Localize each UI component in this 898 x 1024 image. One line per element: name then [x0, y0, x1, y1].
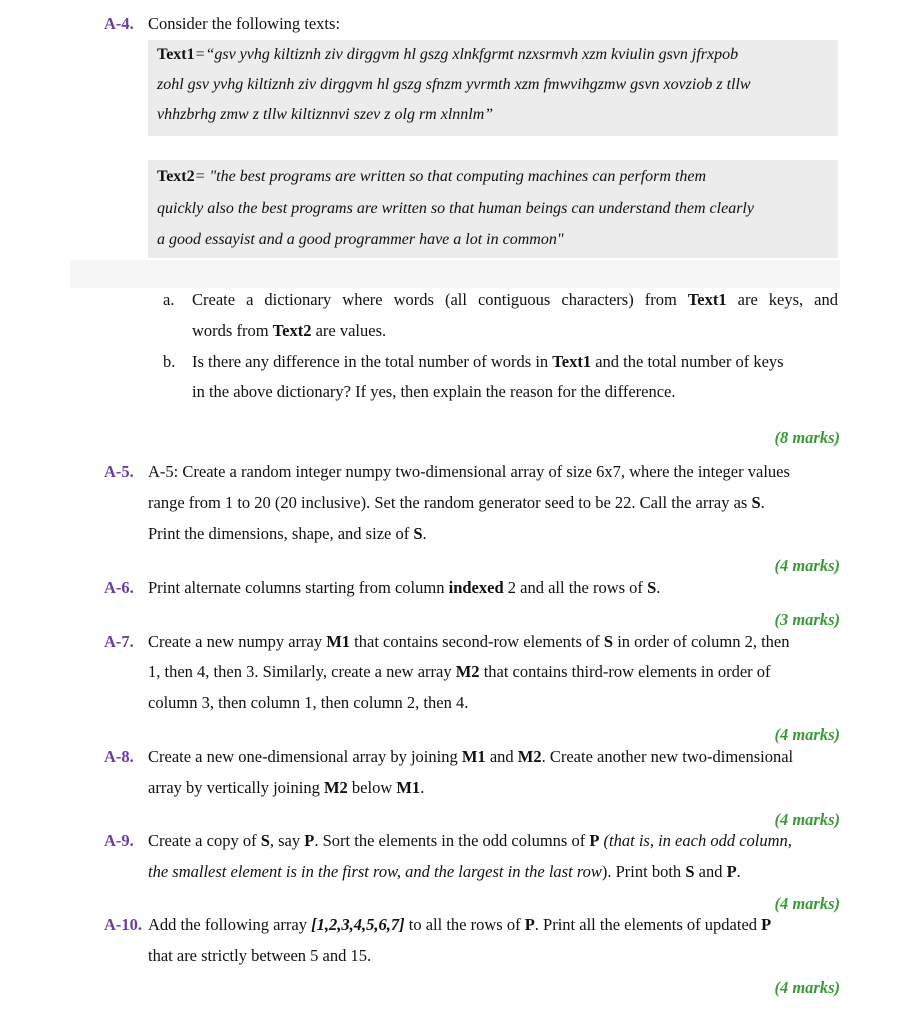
sub-a-text-4: are values. — [311, 321, 387, 340]
faint-background-band — [70, 260, 840, 288]
text2-line-3: a good essayist and a good programmer have a lot in common" — [157, 231, 564, 248]
a10-p-ref-2: P — [761, 915, 772, 934]
question-number-a5: A-5. — [104, 462, 134, 481]
text2-line-1 — [157, 168, 706, 186]
a7-text-2: that contains second-row elements of — [350, 632, 604, 651]
a9-p-ref-3: P — [726, 862, 737, 881]
a7-text-5: that contains third-row elements in order of — [479, 662, 771, 681]
a6-s-ref: S — [647, 578, 657, 597]
a9-text-5: the smallest element is in the first row, and the largest in the last row — [148, 862, 602, 881]
a7-text-3: in order of column 2, then — [613, 632, 790, 651]
a8-text-6: . — [420, 778, 425, 797]
question-a5-line-3 — [148, 524, 840, 544]
text2-line-2: quickly also the best programs are written so that human beings can understand them clearly — [157, 200, 754, 217]
question-number-a7: A-7. — [104, 632, 134, 651]
a8-m1-ref-2: M1 — [396, 778, 421, 797]
a7-m1-ref: M1 — [326, 632, 351, 651]
a7-text-4: 1, then 4, then 3. Similarly, create a new array — [148, 662, 456, 681]
sub-question-a-line-1 — [192, 290, 838, 310]
sub-a-text2-ref: Text2 — [272, 321, 312, 340]
a8-text-1: Create a new one-dimensional array by joining — [148, 747, 462, 766]
a8-text-3: . Create another new two-dimensional — [541, 747, 794, 766]
a10-text-2: to all the rows of — [404, 915, 525, 934]
a9-text-8: . — [736, 862, 741, 881]
a8-m2-ref-2: M2 — [323, 778, 348, 797]
a8-text-2: and — [485, 747, 518, 766]
sub-question-b-line-1 — [192, 352, 784, 372]
marks-a6: (3 marks) — [774, 610, 840, 629]
text2-box — [148, 160, 838, 258]
question-a10-line-1 — [148, 915, 840, 935]
question-number-a9: A-9. — [104, 831, 134, 850]
text1-line-1 — [157, 46, 738, 64]
text1-line-3: vhhzbrhg zmw z tllw kiltiznnvi szev z olg rm xlnnlm” — [157, 106, 494, 123]
text1-label: Text1 — [157, 46, 195, 63]
sub-question-b-line-2: in the above dictionary? If yes, then explain the reason for the difference. — [192, 382, 676, 401]
a6-text-1: Print alternate columns starting from column — [148, 578, 449, 597]
sub-question-a-line-2 — [192, 321, 386, 341]
a10-text-1: Add the following array — [148, 915, 312, 934]
question-a7-line-3: column 3, then column 1, then column 2, then 4. — [148, 693, 469, 712]
question-number-a6: A-6. — [104, 578, 134, 597]
a8-m1-ref: M1 — [461, 747, 486, 766]
question-number-a10: A-10. — [104, 915, 143, 934]
sub-question-b-label: b. — [163, 352, 176, 371]
a7-s-ref: S — [603, 632, 614, 651]
a9-text-7: and — [694, 862, 727, 881]
text1-line-1-text: =“gsv yvhg kiltiznh ziv dirggvm hl gszg xlnkfgrmt nzxsrmvh xzm kviulin gsvn jfrxpob — [194, 46, 739, 63]
question-a9-line-1 — [148, 831, 840, 851]
sub-a-text-2: are keys, and — [726, 290, 838, 309]
a6-indexed: indexed — [448, 578, 504, 597]
a9-s-ref-2: S — [685, 862, 695, 881]
text1-box — [148, 40, 838, 136]
marks-a9: (4 marks) — [774, 894, 840, 913]
a10-p-ref: P — [524, 915, 535, 934]
marks-a8: (4 marks) — [774, 810, 840, 829]
sub-a-text-1: Create a dictionary where words (all contiguous characters) from — [192, 290, 688, 309]
a5-text-3: Print the dimensions, shape, and size of — [148, 524, 414, 543]
sub-b-text-1: Is there any difference in the total number of words in — [192, 352, 553, 371]
a9-s-ref: S — [260, 831, 270, 850]
question-number-a8: A-8. — [104, 747, 134, 766]
marks-a10: (4 marks) — [774, 978, 840, 997]
a9-text-4: (that is, in each odd column, — [599, 831, 792, 850]
question-a4-intro: Consider the following texts: — [148, 14, 341, 33]
question-number-a4: A-4. — [104, 14, 134, 33]
text1-line-2: zohl gsv yvhg kiltiznh ziv dirggvm hl gszg sfnzm yvrmth xzm fmwvihgzmw gsvn xovziob z tllw — [157, 76, 751, 93]
a5-s-ref-1: S — [751, 493, 761, 512]
a9-text-6: ). Print both — [601, 862, 686, 881]
question-a10-line-2: that are strictly between 5 and 15. — [148, 946, 372, 965]
sub-a-text1-ref: Text1 — [687, 290, 727, 309]
question-a9-line-2 — [148, 862, 840, 882]
a8-text-4: array by vertically joining — [148, 778, 324, 797]
a7-text-1: Create a new numpy array — [148, 632, 327, 651]
a10-text-3: . Print all the elements of updated — [534, 915, 762, 934]
question-a8-line-1 — [148, 747, 840, 767]
a9-text-2: , say — [269, 831, 305, 850]
question-a7-line-2 — [148, 662, 840, 682]
marks-a5: (4 marks) — [774, 556, 840, 575]
question-a5-line-2 — [148, 493, 840, 513]
text2-label: Text2 — [157, 168, 195, 185]
sub-b-text1-ref: Text1 — [552, 352, 592, 371]
a9-text-1: Create a copy of — [148, 831, 261, 850]
a8-text-5: below — [347, 778, 397, 797]
sub-a-text-3: words from — [192, 321, 273, 340]
a5-text-1: range from 1 to 20 (20 inclusive). Set the random generator seed to be 22. Call the array as — [148, 493, 752, 512]
a6-text-3: . — [656, 578, 661, 597]
marks-a4: (8 marks) — [774, 428, 840, 447]
a10-array-literal: [1,2,3,4,5,6,7] — [311, 915, 405, 934]
a9-p-ref: P — [304, 831, 315, 850]
sub-b-text-2: and the total number of keys — [591, 352, 784, 371]
sub-question-a-label: a. — [163, 290, 175, 309]
a7-m2-ref: M2 — [455, 662, 480, 681]
a9-p-ref-2: P — [589, 831, 600, 850]
question-a6-line-1 — [148, 578, 660, 598]
a9-text-3: . Sort the elements in the odd columns of — [314, 831, 590, 850]
question-a8-line-2 — [148, 778, 840, 798]
a6-text-2: 2 and all the rows of — [503, 578, 648, 597]
question-a7-line-1 — [148, 632, 840, 652]
a5-text-4: . — [422, 524, 427, 543]
a8-m2-ref: M2 — [517, 747, 542, 766]
a5-s-ref-2: S — [413, 524, 423, 543]
text2-line-1-text: = "the best programs are written so that computing machines can perform them — [194, 168, 707, 185]
a5-text-2: . — [760, 493, 765, 512]
marks-a7: (4 marks) — [774, 725, 840, 744]
question-a5-line-1: A-5: Create a random integer numpy two-dimensional array of size 6x7, where the integer values — [148, 462, 790, 481]
